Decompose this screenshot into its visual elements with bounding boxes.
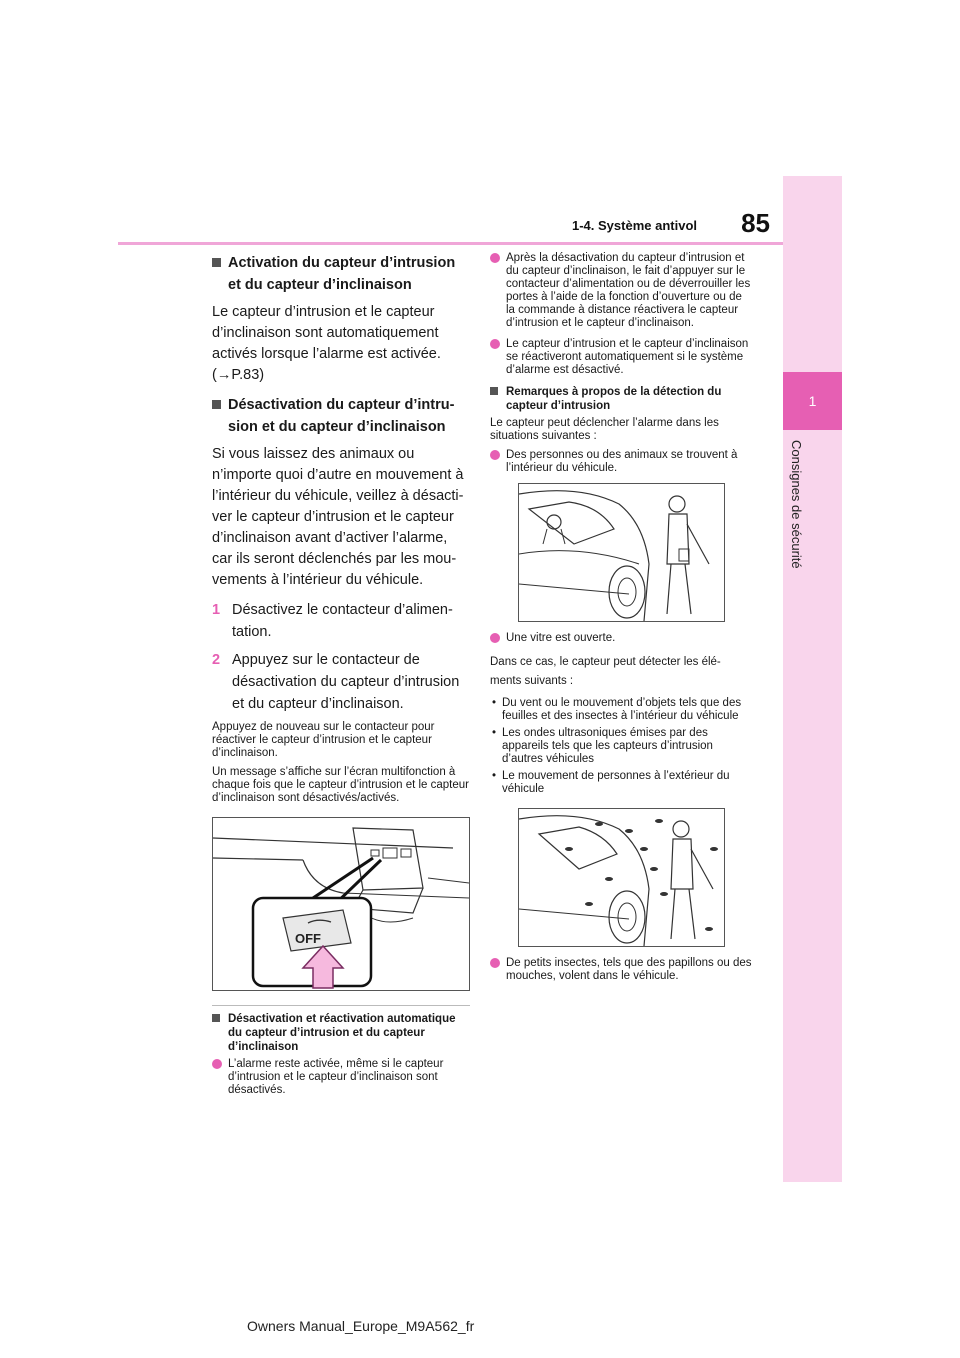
figure-off-switch [212, 817, 470, 991]
dash-marker: • [492, 697, 497, 709]
dash-marker: • [492, 770, 497, 782]
bullet-people: Des personnes ou des animaux se trouvent à l’intérieur du véhicule. [490, 449, 752, 475]
para-deactivation: Si vous laissez des animaux ou n’importe quoi d’autre en mouvement à l’intérieur du véhicule, veillez à désactiver le capteur d’intrusion et le capteur d’inclinaison avant d’activer l’alarme, car ils seront déclenchés par les mouvements à l’intérieur du véhicule. [212, 446, 464, 588]
leaves-in-car-illustration [519, 809, 724, 946]
round-bullet-icon [490, 450, 500, 460]
round-bullet-icon [212, 1059, 222, 1069]
chapter-label-text: Consignes de sécurité [789, 440, 804, 569]
chapter-label [789, 440, 822, 640]
dash-marker: • [492, 727, 497, 739]
off-button-label: OFF [295, 931, 321, 946]
step-number: 2 [212, 652, 221, 668]
bullet-disarm: Le capteur d’intrusion et le capteur d’inclinaison se réactiveront automatiquement si le système d’alarme est désactivé. [490, 338, 752, 377]
para-window: Dans ce cas, le capteur peut détecter les élé- ments suivants : [490, 656, 721, 687]
bullet-reactivate: Après la désactivation du capteur d’intrusion et du capteur d’inclinaison, le fait d’appuyer sur le contacteur d’alimentation ou de déverrouiller les portes à l’aide de la fonction d’ouverture ou de la commande à distance réactivera le capteur d’intrusion et le capteur d’inclinaison. [490, 252, 752, 330]
square-bullet-icon [212, 258, 221, 267]
page-number: 85 [741, 208, 770, 238]
chapter-side-strip [783, 176, 842, 1182]
square-bullet-icon [490, 387, 498, 395]
round-bullet-icon [490, 958, 500, 968]
step-number: 1 [212, 602, 221, 618]
step-1: 1 Désactivez le contacteur d’alimentation. [212, 599, 470, 643]
bullet-window: Une vitre est ouverte. [490, 632, 752, 645]
dash-item-ultrasonic: • Les ondes ultrasoniques émises par des appareils tels que les capteurs d’intrusion d’autres véhicules [492, 727, 713, 765]
page-reference-link[interactable]: (→P.83) [212, 367, 265, 383]
footer-doc-id: Owners Manual_Europe_M9A562_fr [247, 1318, 475, 1334]
figure-dog-in-car [518, 483, 725, 622]
para-activation: Le capteur d’intrusion et le capteur d’inclinaison sont automatiquement activés lorsque l’alarme est activée. (→P.83) [212, 304, 441, 383]
dash-item-wind: • Du vent ou le mouvement d’objets tels que des feuilles et des insectes à l’intérieur du véhicule [492, 697, 742, 722]
note-message: Un message s’affiche sur l’écran multifonction à chaque fois que le capteur d’intrusion et le capteur d’inclinaison sont désactivés/activés. [212, 766, 469, 804]
square-bullet-icon [212, 400, 221, 409]
overhead-console-illustration [213, 818, 469, 990]
figure-leaves-in-car [518, 808, 725, 947]
person-icon [669, 496, 685, 512]
note-reactivate: Appuyez de nouveau sur le contacteur pour réactiver le capteur d’intrusion et le capteur d’inclinaison. [212, 721, 435, 759]
dash-item-people-outside: • Le mouvement de personnes à l’extérieur du véhicule [492, 770, 730, 795]
round-bullet-icon [490, 253, 500, 263]
left-column [212, 252, 470, 1105]
dog-icon [547, 515, 561, 529]
para-remarks: Le capteur peut déclencher l’alarme dans les situations suivantes : [490, 417, 719, 442]
header-rule [118, 242, 783, 245]
heading-remarks: Remarques à propos de la détection du capteur d’intrusion [490, 385, 752, 413]
round-bullet-icon [490, 633, 500, 643]
round-bullet-icon [490, 339, 500, 349]
leaf-icon [565, 819, 718, 931]
right-column [490, 252, 752, 991]
section-title: 1-4. Système antivol [572, 218, 697, 233]
person-icon [673, 821, 689, 837]
heading-auto: Désactivation et réactivation automatique du capteur d’intrusion et du capteur d’inclinaison [212, 1012, 470, 1054]
bullet-auto: L’alarme reste activée, même si le capteur d’intrusion et le capteur d’inclinaison sont désactivés. [212, 1058, 470, 1097]
bullet-insects: De petits insectes, tels que des papillons ou des mouches, volent dans le véhicule. [490, 957, 752, 983]
heading-deactivation: Désactivation du capteur d’intrusion et du capteur d’inclinaison [212, 394, 470, 438]
step-2: 2 Appuyez sur le contacteur de désactivation du capteur d’intrusion et du capteur d’inclinaison. [212, 649, 470, 715]
square-bullet-icon [212, 1014, 220, 1022]
chapter-number-tab: 1 [783, 372, 842, 430]
dog-in-car-illustration [519, 484, 724, 621]
heading-activation: Activation du capteur d’intrusion et du capteur d’inclinaison [212, 252, 470, 296]
section-divider [212, 1005, 470, 1006]
